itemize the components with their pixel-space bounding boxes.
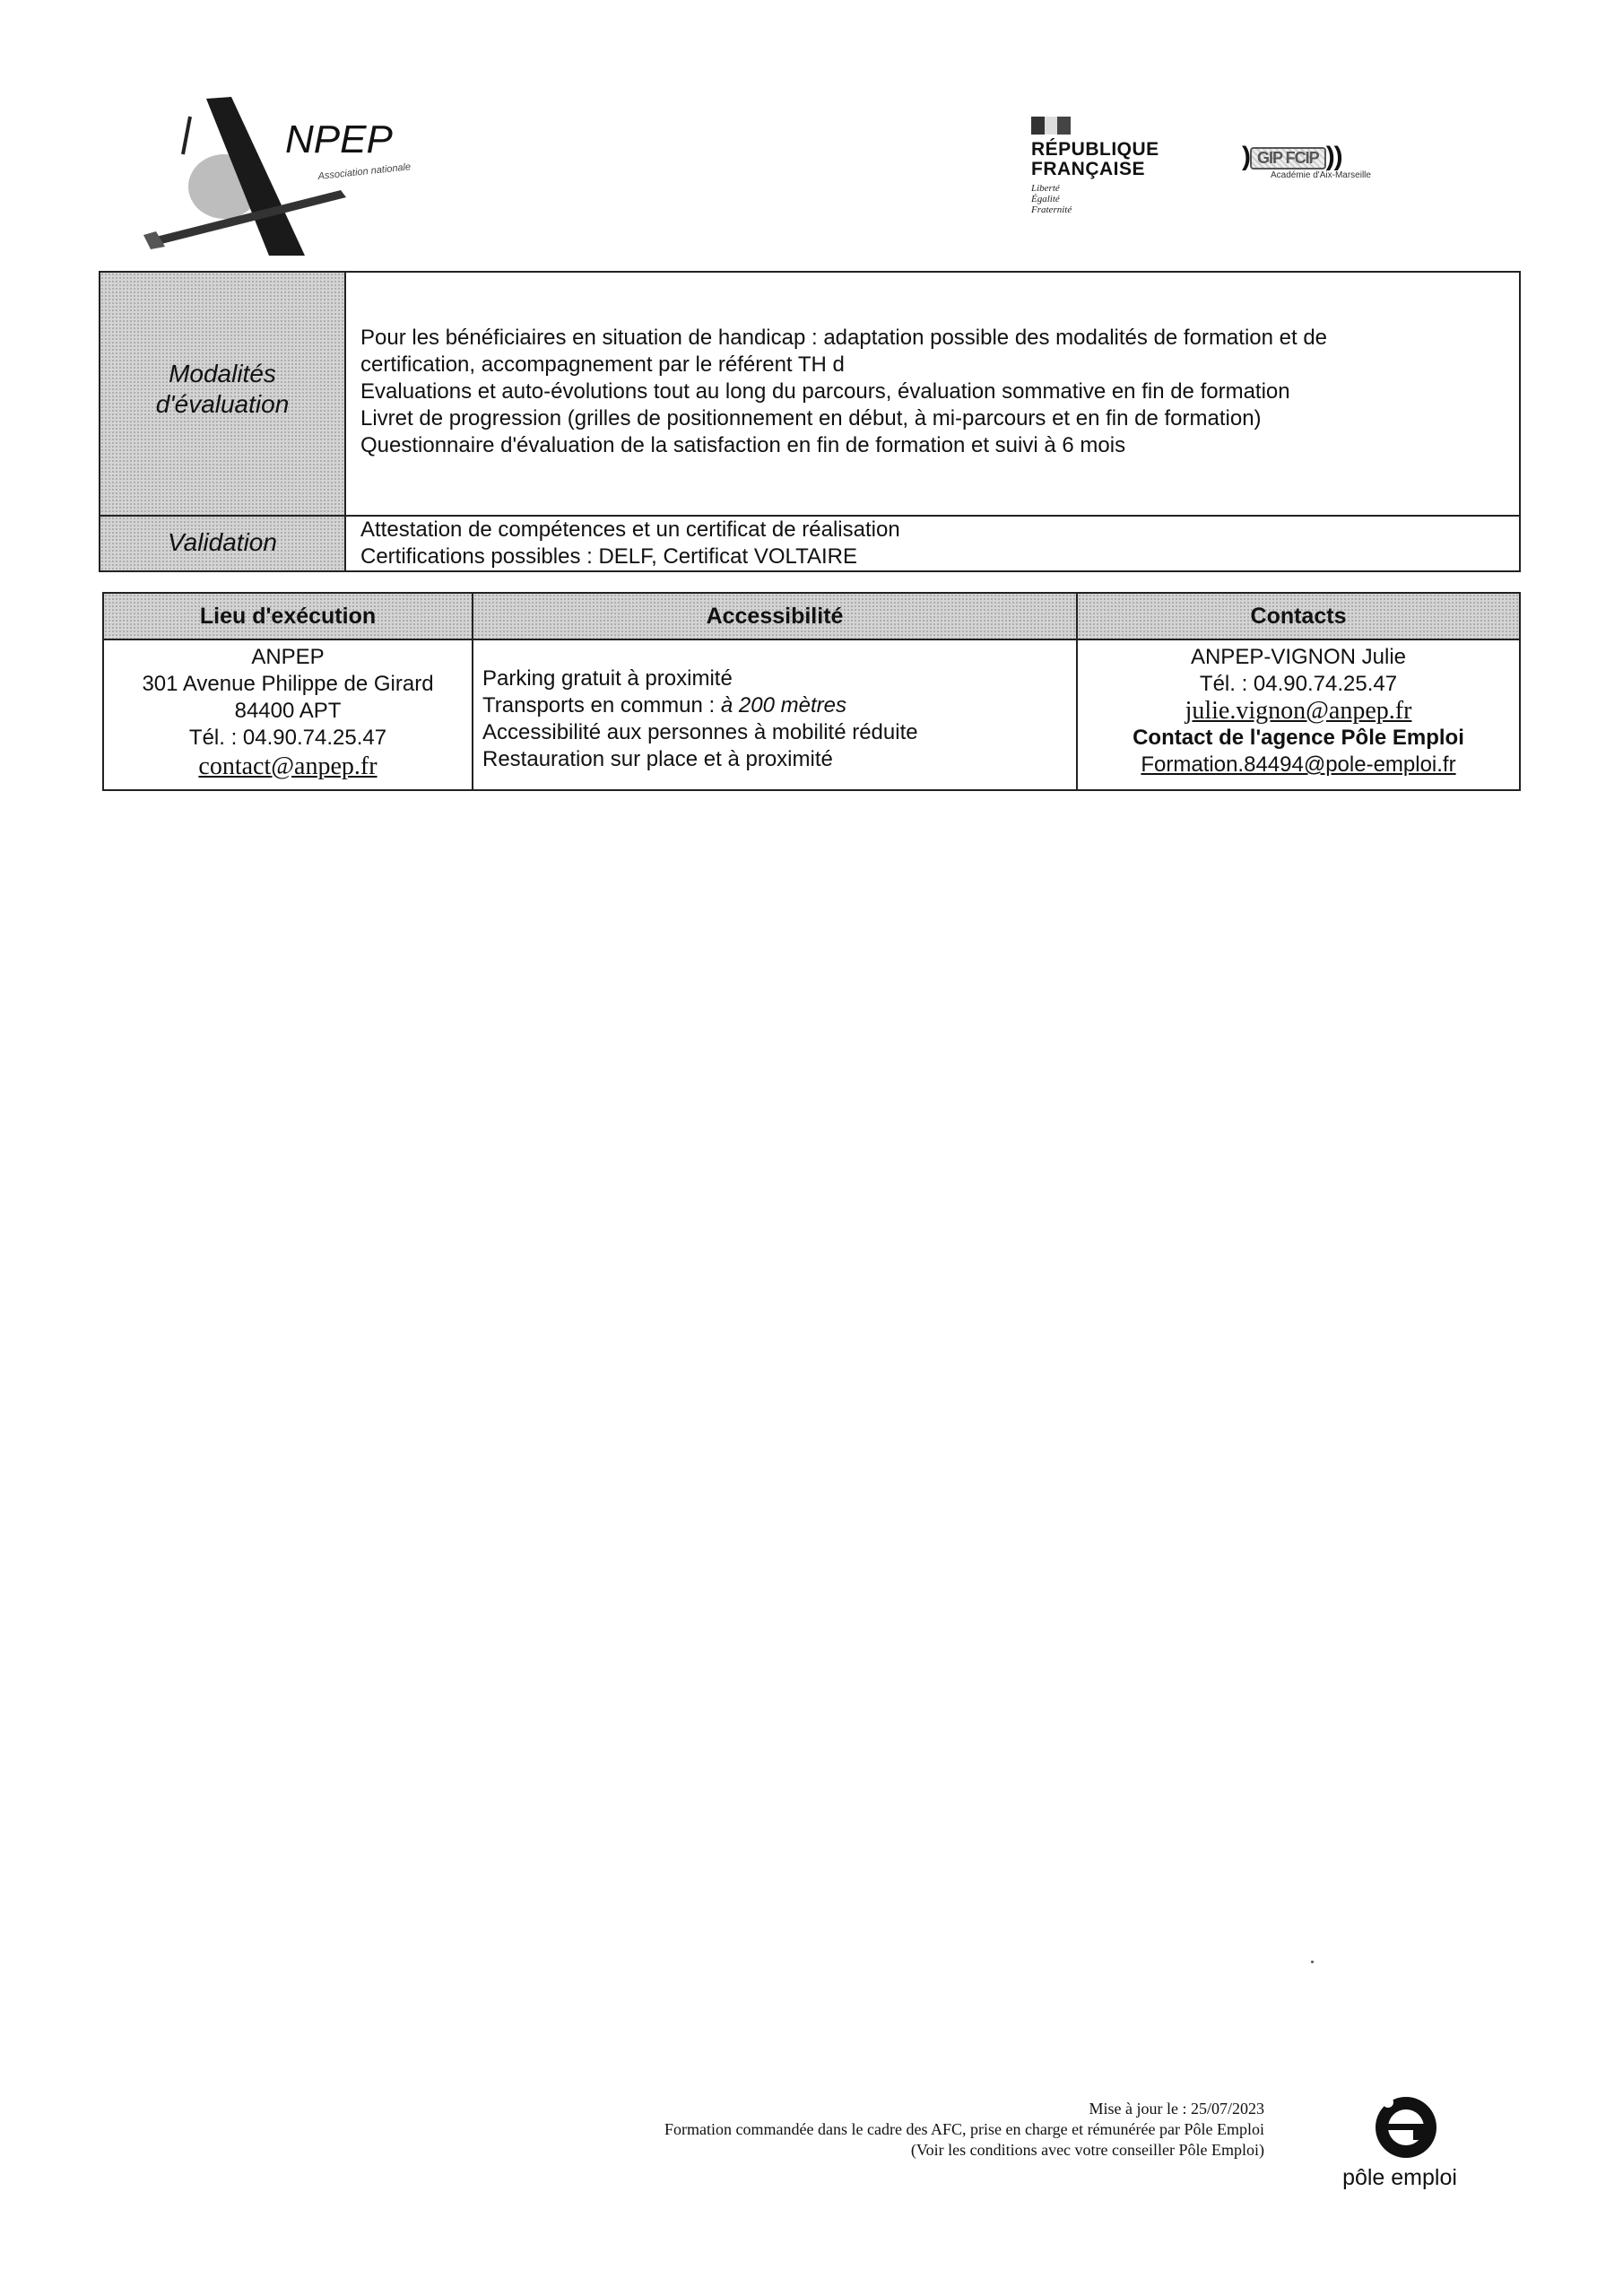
contact-email-link[interactable]: julie.vignon@anpep.fr bbox=[1185, 697, 1412, 725]
evaluation-label-line1: Modalités bbox=[169, 360, 276, 387]
evaluation-line-5: Questionnaire d'évaluation de la satisfaction en fin de formation et suivi à 6 mois bbox=[360, 433, 1126, 457]
access-cell bbox=[482, 665, 1065, 773]
lieu-city: 84400 APT bbox=[234, 699, 342, 723]
evaluation-label-cell bbox=[100, 273, 346, 515]
logo-wordmark: NPEP bbox=[285, 117, 393, 161]
footer-notice bbox=[502, 2099, 1264, 2161]
rf-line1: RÉPUBLIQUE bbox=[1031, 139, 1159, 160]
pole-emploi-icon bbox=[1332, 2095, 1467, 2167]
republique-francaise-logo bbox=[1031, 117, 1193, 233]
validation-label: Validation bbox=[168, 528, 277, 556]
agency-label: Contact de l'agence Pôle Emploi bbox=[1133, 726, 1464, 750]
agency-email-link[interactable]: Formation.84494@pole-emploi.fr bbox=[1141, 752, 1456, 777]
access-line-2-prefix: Transports en commun : bbox=[482, 693, 721, 718]
gip-fcip-logo: ) GIP FCIP )) Académie d'Aix-Marseille bbox=[1242, 142, 1421, 222]
header-accessibilite: Accessibilité bbox=[473, 594, 1076, 640]
info-table bbox=[102, 592, 1521, 791]
evaluation-line-4: Livret de progression (grilles de positionnement en début, à mi-parcours et en fin de formation) bbox=[360, 406, 1262, 430]
header-lieu: Lieu d'exécution bbox=[104, 594, 472, 640]
contacts-cell bbox=[1078, 644, 1519, 778]
evaluation-line-1: Pour les bénéficiaires en situation de handicap : adaptation possible des modalités de formation et de bbox=[360, 326, 1328, 350]
access-line-3: Accessibilité aux personnes à mobilité réduite bbox=[482, 720, 918, 744]
lieu-name: ANPEP bbox=[251, 645, 325, 669]
pole-emploi-label: pôle emploi bbox=[1342, 2165, 1457, 2190]
lieu-email-link[interactable]: contact@anpep.fr bbox=[198, 752, 378, 780]
column-divider bbox=[472, 594, 473, 789]
access-line-1: Parking gratuit à proximité bbox=[482, 666, 733, 691]
pole-emploi-logo bbox=[1332, 2095, 1467, 2194]
header-contacts: Contacts bbox=[1078, 594, 1519, 640]
validation-row bbox=[100, 517, 1519, 570]
evaluation-line-2: certification, accompagnement par le référent TH d bbox=[360, 352, 845, 377]
evaluation-row bbox=[100, 273, 1519, 517]
validation-content bbox=[360, 517, 900, 570]
footer-update-date: Mise à jour le : 25/07/2023 bbox=[1089, 2100, 1264, 2118]
rf-motto-3: Fraternité bbox=[1031, 204, 1072, 215]
access-line-2 bbox=[482, 692, 1065, 719]
access-line-2-distance: à 200 mètres bbox=[720, 693, 846, 718]
access-line-4: Restauration sur place et à proximité bbox=[482, 747, 833, 771]
validation-line-2: Certifications possibles : DELF, Certificat VOLTAIRE bbox=[360, 544, 857, 569]
evaluation-table bbox=[99, 271, 1521, 572]
contact-name: ANPEP-VIGNON Julie bbox=[1190, 645, 1407, 669]
rf-motto-2: Égalité bbox=[1031, 194, 1060, 204]
contact-phone: Tél. : 04.90.74.25.47 bbox=[1199, 672, 1398, 696]
lieu-phone: Tél. : 04.90.74.25.47 bbox=[188, 726, 387, 750]
evaluation-line-3: Evaluations et auto-évolutions tout au long du parcours, évaluation sommative en fin de formation bbox=[360, 379, 1290, 404]
footer-line-2: Formation commandée dans le cadre des AFC, prise en charge et rémunérée par Pôle Emploi bbox=[664, 2120, 1264, 2138]
scan-dot bbox=[1311, 1961, 1314, 1963]
marianne-icon bbox=[1031, 117, 1071, 135]
gip-mark: GIP FCIP bbox=[1250, 147, 1326, 170]
validation-line-1: Attestation de compétences et un certificat de réalisation bbox=[360, 517, 900, 542]
footer-line-3: (Voir les conditions avec votre conseiller Pôle Emploi) bbox=[910, 2141, 1264, 2159]
rf-motto-1: Liberté bbox=[1031, 183, 1060, 194]
validation-label-cell bbox=[100, 517, 346, 570]
anpep-logo bbox=[135, 90, 457, 256]
rf-line2: FRANÇAISE bbox=[1031, 159, 1146, 179]
evaluation-content bbox=[360, 325, 1327, 459]
lieu-street: 301 Avenue Philippe de Girard bbox=[142, 672, 434, 696]
gip-subtitle: Académie d'Aix-Marseille bbox=[1271, 170, 1371, 180]
lieu-cell bbox=[104, 644, 472, 780]
evaluation-label-line2: d'évaluation bbox=[155, 390, 290, 418]
logo-tagline: Association nationale bbox=[317, 161, 412, 182]
